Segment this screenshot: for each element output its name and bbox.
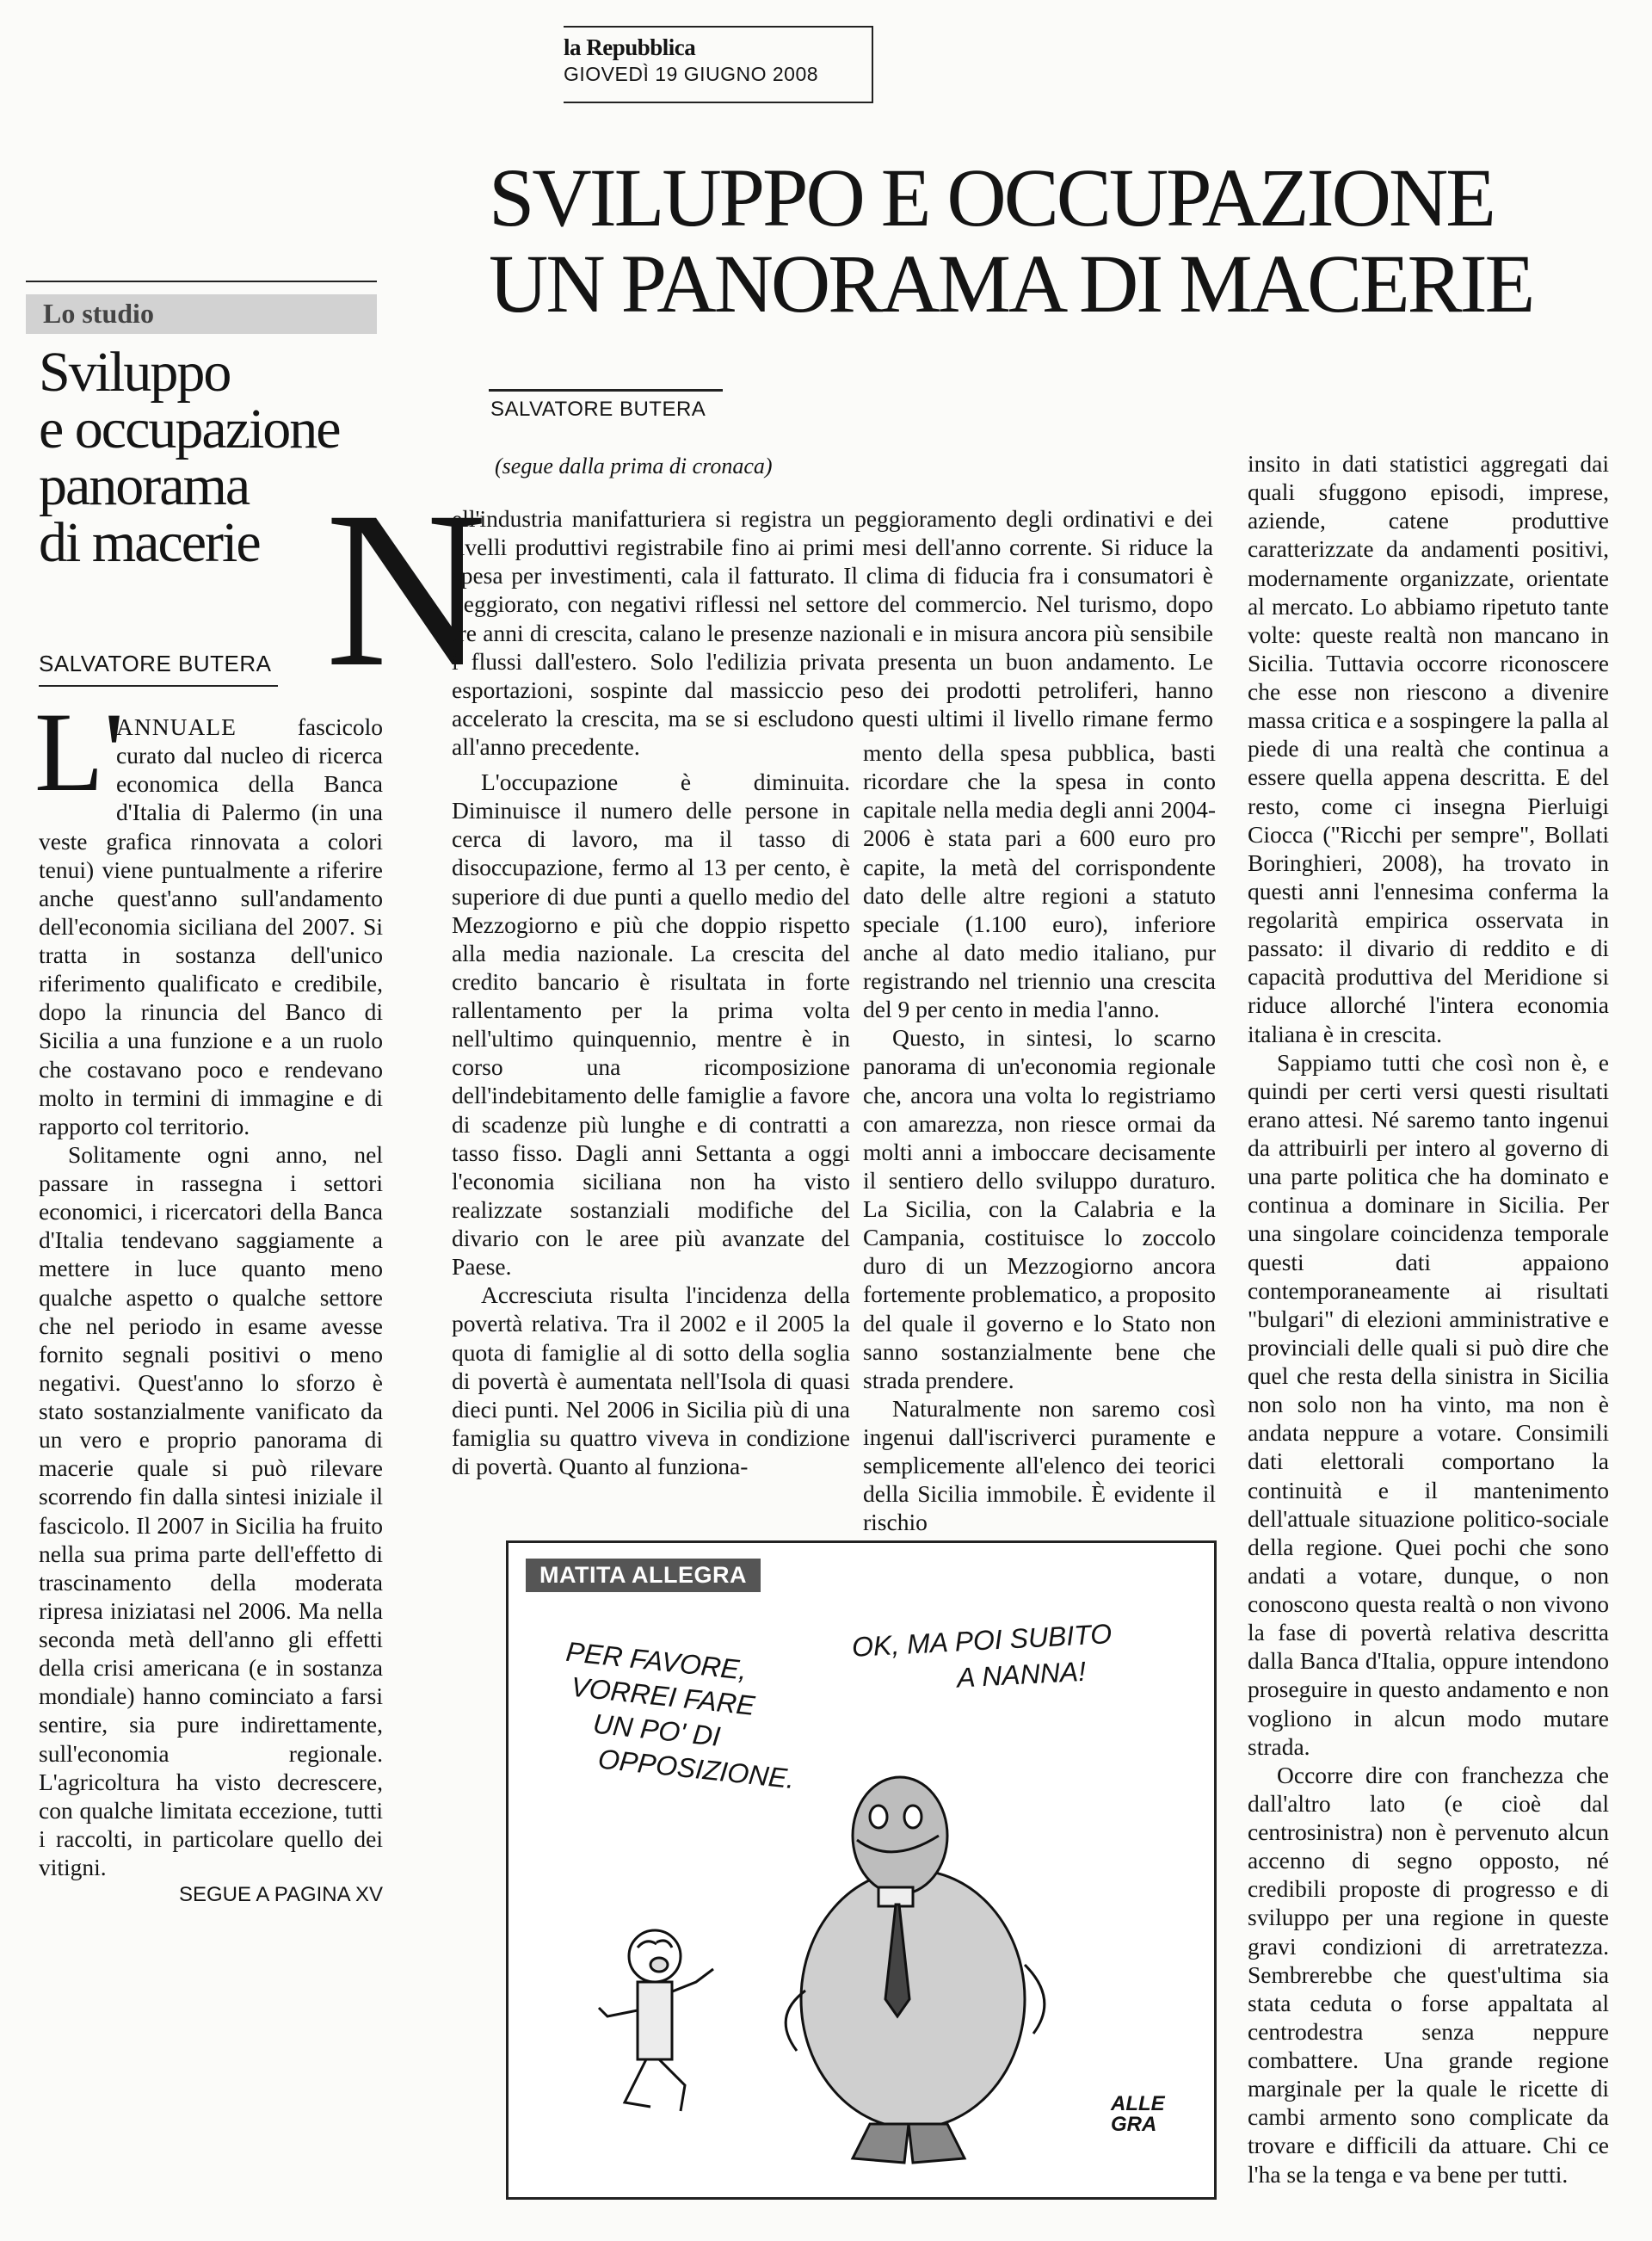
bubble-line: VORREI FARE [569,1670,757,1721]
drop-spacer [39,713,116,799]
paragraph: Occorre dire con franchezza che dall'altro lato (e cioè dal centrosinistra) non è pervenuto alcun accenno di segno opposto, né credibili proposte di progresso e di sviluppo per una regione in queste gravi condizioni di arretratezza. Sembrerebbe che quest'ultima sia stata ceduta o forse appaltata al centrodestra senza neppure combattere. Una grande regione marginale per la quale le ricette di cambi armento sono complicate da trovare e difficili da attuare. Chi ce l'ha se la tenga e va bene per tutti. [1248,1761,1609,2188]
drop-cap: N [325,466,487,713]
cartoon-drawing [509,1543,1214,2197]
article-column-b [863,738,1216,1537]
article-column-a [452,768,850,1480]
cartoon-label: MATITA ALLEGRA [526,1559,761,1592]
issue-date: GIOVEDÌ 19 GIUGNO 2008 [564,63,819,85]
large-figure-icon [786,1777,1045,2163]
small-figure-icon [599,1930,713,2111]
paragraph: L'occupazione è diminuita. Diminuisce il numero delle persone in cerca di lavoro, ma il tasso di disoccupazione, fermo al 13 per cento, è superiore di due punti a quello medio del Mezzogiorno e più che doppio rispetto alla media nazionale. La crescita del credito bancario è risultata in forte rallentamento per la prima volta nell'ultimo quinquennio, mentre è in corso una ricomposizione dell'indebitamento delle famiglie a favore di scadenze più lunghe e di contratti a tasso fisso. Dagli anni Settanta a oggi l'economia siciliana non ha visto realizzate sostanziali modifiche del divario con le aree più avanzate del Paese. [452,769,850,1281]
headline-line-2: UN PANORAMA DI MACERIE [489,238,1533,330]
sidebar-body [39,713,383,1908]
cartoon-signature: ALLEGRA [1111,2092,1165,2136]
sidebar-drop-cap: L' [34,688,125,815]
sidebar-title-line: Sviluppo [39,341,231,404]
headline [489,151,1533,330]
continued-from: (segue dalla prima di cronaca) [495,454,773,478]
sidebar-kicker-band [26,294,377,334]
paragraph: Solitamente ogni anno, nel passare in rassegna i settori economici, i ricercatori della Banca d'Italia tendevano saggiamente a mettere in luce quanto meno qualche aspetto o qualche settore che nel periodo in esame avesse fornito segnali positivi o meno negativi. Quest'anno lo sforzo è stato sostanzialmente vanificato da un vero e proprio panorama di macerie quale si può rilevare scorrendo fin dalla sintesi iniziale il fascicolo. Il 2007 in Sicilia ha fruito nella sua prima parte dell'effetto di trascinamento della moderata ripresa iniziatasi nel 2006. Ma nella seconda metà dell'anno gli effetti della crisi americana (e in sostanza mondiale) hanno cominciato a farsi sentire, sia pure indirettamente, sull'economia regionale. L'agricoltura ha visto decrescere, con qualche limitata eccezione, tutti i raccolti, in particolare quello dei vitigni. [39,1140,383,1880]
sidebar-lead-text: fascicolo curato dal nucleo di ricerca economica della Banca d'Italia di Palermo (in una veste grafica rinnovata a colori tenui) viene puntualmente a riferire anche quest'anno sull'andamento dell'economia siciliana del 2007. Si tratta in sostanza dell'unico riferimento qualificato e credibile, dopo la rinuncia del Banco di Sicilia a una funzione e a un ruolo che costavano poco e rendevano molto in termini di immagine e di rapporto col territorio. [39,713,383,1139]
sidebar-title-line: panorama [39,454,250,517]
cartoon-panel [506,1540,1217,2200]
masthead [564,26,873,86]
paragraph: Sappiamo tutti che così non è, e quindi per certi versi questi risultati erano attesi. Né saremo tanto ingenui da attribuirli per intero al governo di una parte politica che ha dominato e continua a dominare in Sicilia. Per una singolare coincidenza temporale questi dati appaiono contemporaneamente ai risultati "bulgari" di elezioni amministrative e provinciali delle quali si può dire che quel che resta della sinistra in Sicilia non solo non ha vinto, ma non è andata neppure a votare. Consimili dati elettorali comportano la continuità e il mantenimento dell'attuale situazione politico-sociale della regione. Quei pochi che sono andati a votare, dunque, o non conoscono questa realtà o non vivono la fase di povertà relativa descritta dalla Banca d'Italia, oppure intendono proseguire in questo andamento e non vogliono in alcun modo mutare strada. [1248,1048,1609,1760]
sidebar-continued: SEGUE A PAGINA XV [179,1883,383,1907]
bubble-line: OPPOSIZIONE. [596,1743,797,1795]
bubble-line: OK, MA POI SUBITO [851,1618,1113,1663]
paragraph: insito in dati statistici aggregati dai quali sfuggono episodi, imprese, aziende, catene produttive caratterizzate da andamenti positivi, modernamente organizzate, orientate al mercato. Lo abbiamo ripetuto tante volte: queste realtà non mancano in Sicilia. Tuttavia occorre riconoscere che esse non riescono a divenire massa critica e a sospingere la palla al piede di una realtà che continua a essere quella appena descritta. E del resto, come ci insegna Pierluigi Ciocca ("Ricchi per sempre", Bollati Boringhieri, 2008), ha trovato in questi anni l'ennesima conferma la regolarità empirica osservata in passato: il divario di reddito e di capacità produttiva del Meridione si riduce allorché l'intera economia italiana è in crescita. [1248,450,1609,1047]
paragraph: Accresciuta risulta l'incidenza della povertà relativa. Tra il 2002 e il 2005 la quota di famiglie al di sotto della soglia di povertà è aumentata nell'Isola di quasi dieci punti. Nel 2006 in Sicilia più di una famiglia su quattro viveva in condizione di povertà. Quanto al funziona- [452,1281,850,1479]
sidebar-byline: SALVATORE BUTERA [39,651,272,676]
article-column-c [1248,449,1609,2189]
bubble-line: PER FAVORE, [564,1635,749,1686]
sidebar-first-word: ANNUALE [116,713,237,740]
main-lead [452,504,1213,761]
paper-name: la Repubblica [564,34,696,60]
bubble-line: UN PO' DI [591,1707,722,1752]
sidebar-title-line: e occupazione [39,398,340,460]
main-byline: SALVATORE BUTERA [490,398,706,421]
bubble-line: A NANNA! [956,1655,1087,1694]
sidebar-lead [39,713,383,1140]
sidebar-title-line: di macerie [39,511,260,574]
paragraph: mento della spesa pubblica, basti ricordare che la spesa in conto capitale nella media degli anni 2004-2006 è stata pari a 600 euro pro capite, la metà del corrispondente dato delle altre regioni a statuto speciale (1.100 euro), inferiore anche al dato medio italiano, pur registrando nel triennio una crescita del 9 per cento in media l'anno. [863,739,1216,1023]
paragraph: Questo, in sintesi, lo scarno panorama di un'economia regionale che, ancora una volta lo registriamo con amarezza, non riesce ormai da molti anni a imboccare decisamente il sentiero dello sviluppo duraturo. La Sicilia, con la Calabria e la Campania, costituisce lo zoccolo duro di un Mezzogiorno ancora fortemente problematico, a proposito del quale il governo e lo Stato non sanno sostanzialmente bene che strada prendere. [863,1024,1216,1393]
sidebar-kicker: Lo studio [43,298,154,329]
headline-line-1: SVILUPPO E OCCUPAZIONE [489,151,1494,244]
sidebar-title [39,341,400,574]
main-lead-text: ell'industria manifatturiera si registra un peggioramento degli ordinativi e dei livelli produttivi registrabile fino ai primi mesi dell'anno corrente. Si riduce la spesa per investimenti, cala il fatturato. Il clima di fiducia fra i consumatori è peggiorato, con negativi riflessi nel settore del commercio. Nel turismo, dopo tre anni di crescita, calano le presenze nazionali e in misura ancora più sensibile i flussi dall'estero. Solo l'edilizia privata presenta un buon andamento. Le esportazioni, sospinte dal massiccio peso dei prodotti petroliferi, hanno accelerato la crescita, ma se si escludono questi ultimi il livello rimane fermo all'anno precedente. [452,505,1213,760]
paragraph: Naturalmente non saremo così ingenui dall'iscriverci puramente e semplicemente all'elenco dei teorici della Sicilia immobile. È evidente il rischio [863,1394,1216,1536]
